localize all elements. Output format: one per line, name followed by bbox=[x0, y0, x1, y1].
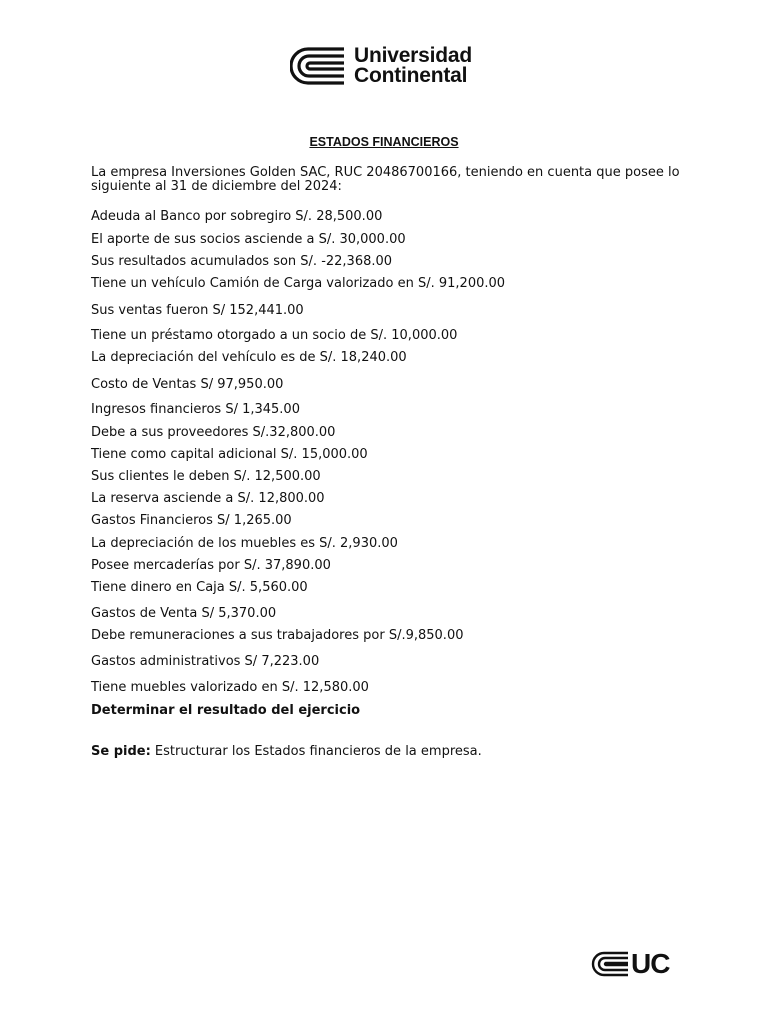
footer-logo-text: UC bbox=[631, 948, 670, 979]
task-statement: Determinar el resultado del ejercicio bbox=[91, 703, 361, 718]
logo-wordmark bbox=[354, 46, 472, 86]
list-item: Gastos Financieros S/ 1,265.00 bbox=[91, 513, 292, 528]
footer-logo bbox=[591, 948, 670, 979]
list-item: La depreciación de los muebles es S/. 2,930.00 bbox=[91, 536, 398, 551]
uc-brand-icon bbox=[591, 951, 629, 977]
list-item: Ingresos financieros S/ 1,345.00 bbox=[91, 402, 300, 417]
list-item: Debe a sus proveedores S/.32,800.00 bbox=[91, 425, 336, 440]
request-statement bbox=[91, 744, 482, 760]
list-item: Tiene un vehículo Camión de Carga valorizado en S/. 91,200.00 bbox=[91, 276, 506, 291]
list-item: El aporte de sus socios asciende a S/. 30,000.00 bbox=[91, 232, 406, 247]
request-label: Se pide: bbox=[91, 744, 151, 759]
list-item: Gastos administrativos S/ 7,223.00 bbox=[91, 654, 320, 669]
intro-paragraph: La empresa Inversiones Golden SAC, RUC 20486700166, teniendo en cuenta que posee lo siguiente al 31 de diciembre del 2024: bbox=[91, 165, 680, 194]
list-item: Tiene dinero en Caja S/. 5,560.00 bbox=[91, 580, 308, 595]
list-item: Costo de Ventas S/ 97,950.00 bbox=[91, 377, 284, 392]
logo-line-2: Continental bbox=[354, 64, 468, 87]
list-item: Sus ventas fueron S/ 152,441.00 bbox=[91, 303, 304, 318]
list-item: Tiene como capital adicional S/. 15,000.00 bbox=[91, 447, 368, 462]
logo-line-1: Universidad bbox=[354, 44, 473, 67]
list-item: Tiene muebles valorizado en S/. 12,580.00 bbox=[91, 680, 369, 695]
list-item: Sus clientes le deben S/. 12,500.00 bbox=[91, 469, 321, 484]
list-item: La depreciación del vehículo es de S/. 18,240.00 bbox=[91, 350, 407, 365]
document-title: ESTADOS FINANCIEROS bbox=[309, 135, 459, 149]
university-logo bbox=[290, 46, 472, 86]
list-item: Adeuda al Banco por sobregiro S/. 28,500.00 bbox=[91, 209, 383, 224]
list-item: Sus resultados acumulados son S/. -22,368.00 bbox=[91, 254, 393, 269]
list-item: Posee mercaderías por S/. 37,890.00 bbox=[91, 558, 331, 573]
request-text: Estructurar los Estados financieros de la empresa. bbox=[150, 744, 482, 759]
list-item: Tiene un préstamo otorgado a un socio de S/. 10,000.00 bbox=[91, 328, 458, 343]
list-item: Debe remuneraciones a sus trabajadores por S/.9,850.00 bbox=[91, 628, 464, 643]
list-item: La reserva asciende a S/. 12,800.00 bbox=[91, 491, 325, 506]
list-item: Gastos de Venta S/ 5,370.00 bbox=[91, 606, 277, 621]
uc-brand-icon bbox=[290, 46, 346, 86]
